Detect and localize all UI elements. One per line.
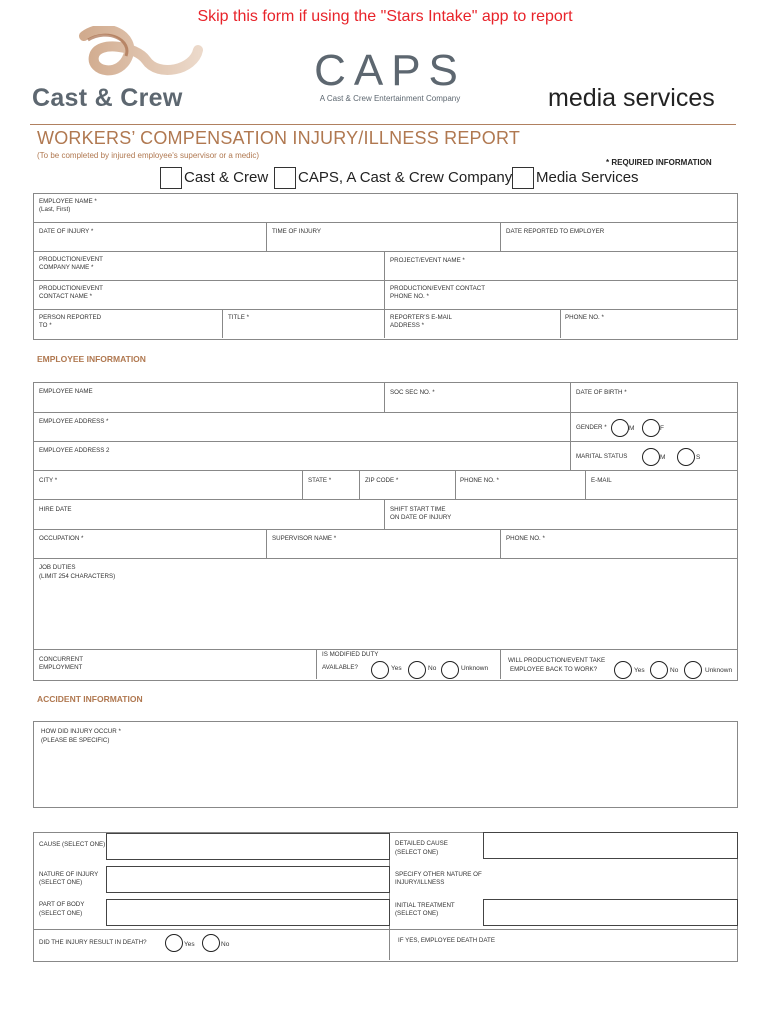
grid-line (560, 309, 561, 338)
how-injury-label-2: (PLEASE BE SPECIFIC) (41, 737, 110, 744)
grid-line (33, 441, 737, 442)
media-services-logo: media services (548, 84, 715, 112)
employee-info-heading: EMPLOYEE INFORMATION (37, 354, 146, 364)
grid-line (302, 470, 303, 499)
specify-label-2: INJURY/ILLNESS (395, 879, 445, 886)
modified-yes-label: Yes (391, 665, 402, 672)
grid-line (316, 649, 317, 679)
marital-m-label: M (660, 454, 666, 461)
email-label: E-MAIL (591, 477, 612, 484)
grid-line (33, 558, 737, 559)
treatment-select[interactable] (483, 899, 738, 926)
grid-line (33, 649, 737, 650)
detailed-cause-label-2: (SELECT ONE) (395, 849, 439, 856)
grid-line (33, 499, 737, 500)
reporter-email-label-1: REPORTER'S E-MAIL (390, 314, 452, 321)
media-services-checkbox[interactable] (512, 167, 534, 189)
modified-no-radio[interactable] (408, 661, 426, 679)
job-duties-label-2: (LIMIT 254 CHARACTERS) (39, 573, 116, 580)
back-no-radio[interactable] (650, 661, 668, 679)
gender-m-radio[interactable] (611, 419, 629, 437)
death-yes-radio[interactable] (165, 934, 183, 952)
grid-line (500, 649, 501, 679)
cause-select[interactable] (106, 833, 390, 860)
how-injury-label-1: HOW DID INJURY OCCUR * (41, 728, 121, 735)
death-label: DID THE INJURY RESULT IN DEATH? (39, 939, 147, 946)
grid-line (33, 222, 737, 223)
reporter-email-label-2: ADDRESS * (390, 322, 425, 329)
part-label-1: PART OF BODY (39, 901, 85, 908)
shift-label-1: SHIFT START TIME (390, 506, 446, 513)
production-company-label-2: COMPANY NAME * (39, 264, 94, 271)
nature-select[interactable] (106, 866, 390, 893)
grid-line (33, 412, 737, 413)
grid-line (222, 309, 223, 338)
grid-line (33, 470, 737, 471)
soc-sec-label: SOC SEC NO. * (390, 389, 435, 396)
cast-crew-swirl-icon (66, 26, 206, 86)
death-yes-label: Yes (184, 941, 195, 948)
contact-phone-label-2: PHONE NO. * (390, 293, 429, 300)
death-date-label: IF YES, EMPLOYEE DEATH DATE (398, 937, 495, 944)
state-label: STATE * (308, 477, 332, 484)
treatment-label-1: INITIAL TREATMENT (395, 902, 455, 909)
form-subtitle: (To be completed by injured employee's supervisor or a medic) (37, 151, 260, 160)
employee-name-sublabel: (Last, First) (39, 206, 71, 213)
production-company-label-1: PRODUCTION/EVENT (39, 256, 103, 263)
marital-label: MARITAL STATUS (576, 453, 628, 460)
required-note: * REQUIRED INFORMATION (606, 158, 712, 167)
grid-line (585, 470, 586, 499)
dob-label: DATE OF BIRTH * (576, 389, 627, 396)
grid-line (389, 929, 390, 960)
marital-s-radio[interactable] (677, 448, 695, 466)
grid-line (384, 499, 385, 529)
address2-label: EMPLOYEE ADDRESS 2 (39, 447, 110, 454)
address-label: EMPLOYEE ADDRESS * (39, 418, 109, 425)
back-no-label: No (670, 667, 679, 674)
grid-line (33, 309, 737, 310)
nature-label-2: (SELECT ONE) (39, 879, 83, 886)
grid-line (359, 470, 360, 499)
gender-m-label: M (629, 425, 635, 432)
person-reported-label-2: TO * (39, 322, 52, 329)
nature-label-1: NATURE OF INJURY (39, 871, 99, 878)
marital-m-radio[interactable] (642, 448, 660, 466)
modified-unknown-label: Unknown (461, 665, 489, 672)
specify-label-1: SPECIFY OTHER NATURE OF (395, 871, 482, 878)
gender-f-radio[interactable] (642, 419, 660, 437)
modified-no-label: No (428, 665, 437, 672)
grid-line (500, 222, 501, 251)
part-of-body-select[interactable] (106, 899, 390, 926)
grid-line (455, 470, 456, 499)
caps-checkbox-label: CAPS, A Cast & Crew Company (298, 169, 513, 186)
zip-label: ZIP CODE * (365, 477, 399, 484)
back-yes-radio[interactable] (614, 661, 632, 679)
grid-line (266, 529, 267, 558)
date-reported-label: DATE REPORTED TO EMPLOYER (506, 228, 605, 235)
emp-name-label: EMPLOYEE NAME (39, 388, 93, 395)
title-divider (30, 124, 736, 125)
skip-form-banner: Skip this form if using the "Stars Intake" app to report (197, 8, 573, 25)
date-of-injury-label: DATE OF INJURY * (39, 228, 94, 235)
grid-line (570, 382, 571, 412)
production-contact-label-2: CONTACT NAME * (39, 293, 93, 300)
gender-label: GENDER * (576, 424, 607, 431)
caps-checkbox[interactable] (274, 167, 296, 189)
back-to-work-label-2: EMPLOYEE BACK TO WORK? (510, 666, 598, 673)
cause-label: CAUSE (SELECT ONE) (39, 841, 106, 848)
phone-no-label: PHONE NO. * (565, 314, 604, 321)
back-unknown-radio[interactable] (684, 661, 702, 679)
occupation-label: OCCUPATION * (39, 535, 84, 542)
modified-unknown-radio[interactable] (441, 661, 459, 679)
back-yes-label: Yes (634, 667, 645, 674)
detailed-cause-select[interactable] (483, 832, 738, 859)
marital-s-label: S (696, 454, 701, 461)
cast-crew-checkbox-label: Cast & Crew (184, 169, 269, 186)
grid-line (33, 280, 737, 281)
hire-date-label: HIRE DATE (39, 506, 72, 513)
supervisor-label: SUPERVISOR NAME * (272, 535, 337, 542)
cast-crew-logo (32, 26, 202, 111)
form-title: WORKERS’ COMPENSATION INJURY/ILLNESS REPORT (37, 128, 521, 148)
emp-phone2-label: PHONE NO. * (506, 535, 545, 542)
grid-line (570, 412, 571, 470)
death-no-label: No (221, 941, 230, 948)
grid-line (33, 529, 737, 530)
grid-line (500, 529, 501, 558)
cast-crew-wordmark: Cast & Crew (32, 84, 183, 112)
production-contact-label-1: PRODUCTION/EVENT (39, 285, 103, 292)
grid-line (33, 251, 737, 252)
job-duties-label-1: JOB DUTIES (39, 564, 76, 571)
cast-crew-checkbox[interactable] (160, 167, 182, 189)
caps-wordmark: CAPS (314, 46, 466, 95)
death-no-radio[interactable] (202, 934, 220, 952)
grid-line (384, 251, 385, 338)
accident-info-heading: ACCIDENT INFORMATION (37, 694, 143, 704)
modified-yes-radio[interactable] (371, 661, 389, 679)
caps-logo (300, 48, 480, 110)
media-services-checkbox-label: Media Services (536, 169, 639, 186)
grid-line (266, 222, 267, 251)
grid-line (33, 929, 737, 930)
back-unknown-label: Unknown (705, 667, 733, 674)
caps-tagline: A Cast & Crew Entertainment Company (319, 94, 461, 103)
detailed-cause-label-1: DETAILED CAUSE (395, 840, 448, 847)
grid-line (384, 382, 385, 412)
concurrent-label-2: EMPLOYMENT (39, 664, 83, 671)
contact-phone-label-1: PRODUCTION/EVENT CONTACT (390, 285, 485, 292)
shift-label-2: ON DATE OF INJURY (390, 514, 452, 521)
title-label: TITLE * (228, 314, 249, 321)
how-injury-box[interactable] (33, 721, 738, 808)
city-label: CITY * (39, 477, 58, 484)
emp-phone-label: PHONE NO. * (460, 477, 499, 484)
time-of-injury-label: TIME OF INJURY (272, 228, 322, 235)
person-reported-label-1: PERSON REPORTED (39, 314, 102, 321)
project-event-label: PROJECT/EVENT NAME * (390, 257, 465, 264)
top-fields-table (33, 193, 738, 340)
back-to-work-label-1: WILL PRODUCTION/EVENT TAKE (508, 657, 606, 664)
concurrent-label-1: CONCURRENT (39, 656, 83, 663)
treatment-label-2: (SELECT ONE) (395, 910, 439, 917)
modified-duty-label-1: IS MODIFIED DUTY (322, 651, 379, 658)
employee-name-label: EMPLOYEE NAME * (39, 198, 97, 205)
modified-duty-label-2: AVAILABLE? (322, 664, 358, 671)
part-label-2: (SELECT ONE) (39, 910, 83, 917)
gender-f-label: F (660, 425, 664, 432)
